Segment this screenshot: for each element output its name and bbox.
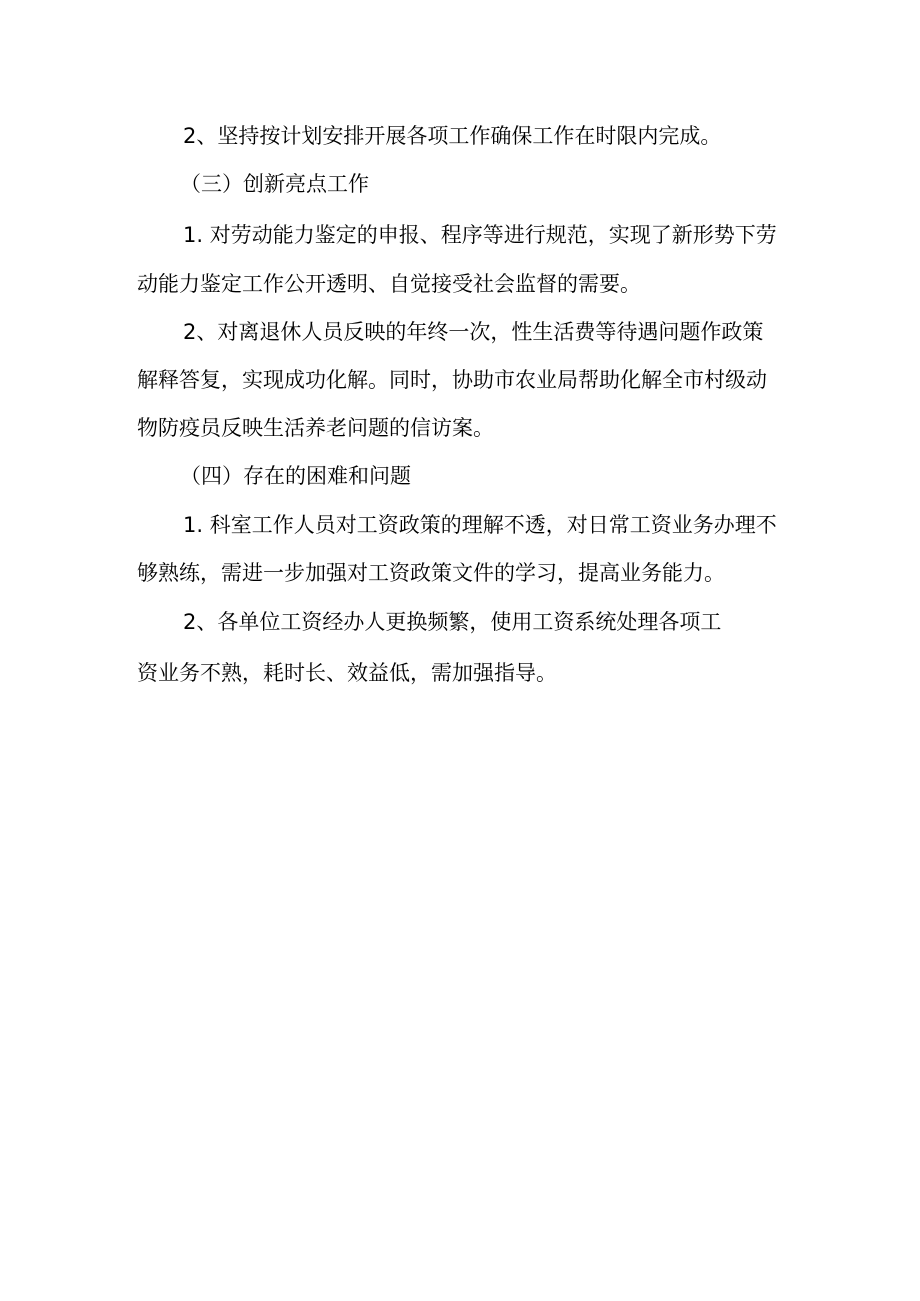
paragraph-line: 动能力鉴定工作公开透明、自觉接受社会监督的需要。 xyxy=(137,272,641,296)
section-heading: （三）创新亮点工作 xyxy=(180,172,369,196)
paragraph-line: 2、对离退休人员反映的年终一次，性生活费等待遇问题作政策 xyxy=(183,320,764,344)
section-heading: （四）存在的困难和问题 xyxy=(180,464,411,488)
paragraph-line: 2、坚持按计划安排开展各项工作确保工作在时限内完成。 xyxy=(183,124,722,148)
paragraph-line: 1. 科室工作人员对工资政策的理解不透，对日常工资业务办理不 xyxy=(183,513,777,537)
paragraph-line: 物防疫员反映生活养老问题的信访案。 xyxy=(137,416,494,440)
paragraph-line: 资业务不熟，耗时长、效益低，需加强指导。 xyxy=(137,661,557,685)
paragraph-line: 1. 对劳动能力鉴定的申报、程序等进行规范，实现了新形势下劳 xyxy=(183,223,777,247)
paragraph-line: 2、各单位工资经办人更换频繁，使用工资系统处理各项工 xyxy=(183,610,722,634)
paragraph-line: 解释答复，实现成功化解。同时，协助市农业局帮助化解全市村级动 xyxy=(137,368,767,392)
paragraph-line: 够熟练，需进一步加强对工资政策文件的学习，提高业务能力。 xyxy=(137,561,725,585)
